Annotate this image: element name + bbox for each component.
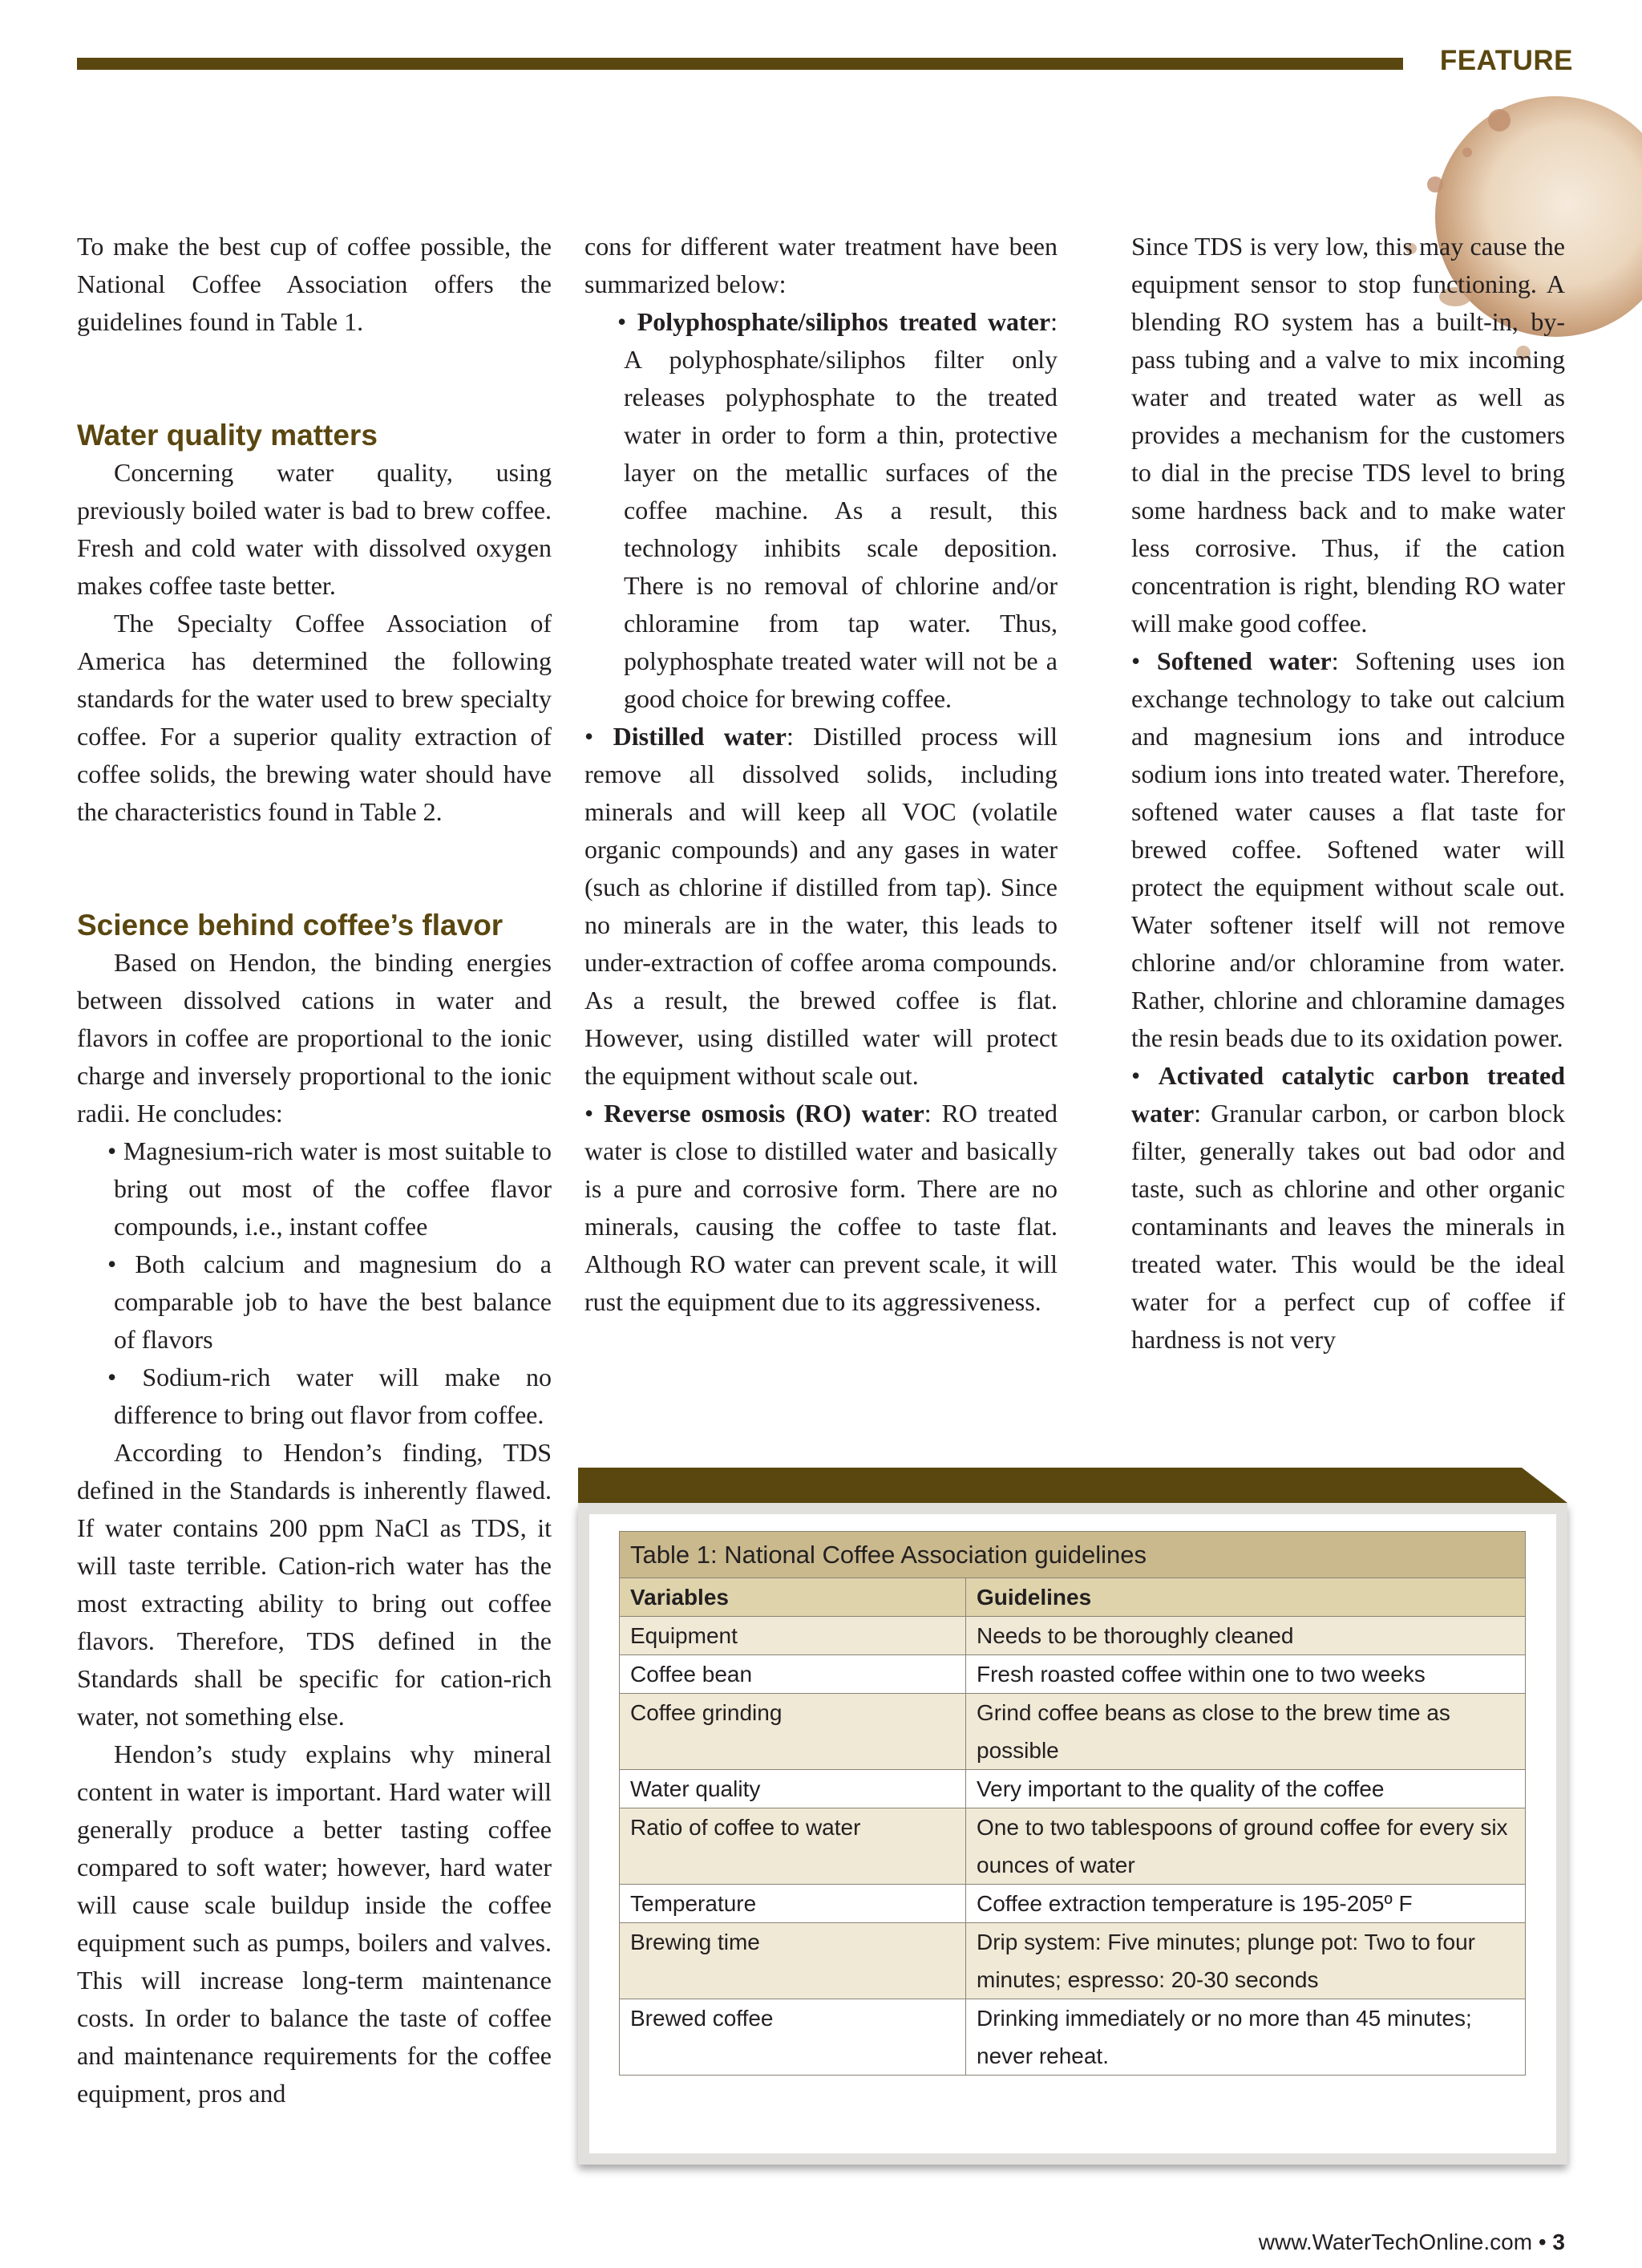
bullet-item: • Both calcium and magnesium do a comparable job to have the best balance of flavors bbox=[107, 1249, 552, 1354]
table-caption: Table 1: National Coffee Association guidelines bbox=[620, 1532, 1526, 1578]
section-tag: FEATURE bbox=[1439, 45, 1573, 76]
footer-url[interactable]: www.WaterTechOnline.com bbox=[1258, 2230, 1533, 2254]
paragraph: Since TDS is very low, this may cause the equipment sensor to stop functioning. A blending RO system has a built-in, by-pass tubing and a valve to mix incoming water and treated water as well as provides a mechanism for the customers to dial in the precise TDS level to bring some hardness back and to make water less corrosive. Thus, if the cation concentration is right, blending RO water will make good coffee. bbox=[1131, 232, 1565, 638]
intro-paragraph: To make the best cup of coffee possible, the National Coffee Association offers the guidelines found in Table 1. bbox=[77, 232, 552, 336]
table-cell: Grind coffee beans as close to the brew time as possible bbox=[966, 1694, 1526, 1770]
table-cell: Equipment bbox=[620, 1617, 966, 1655]
paragraph: cons for different water treatment have been summarized below: bbox=[584, 232, 1058, 298]
table-cell: Ratio of coffee to water bbox=[620, 1808, 966, 1885]
description: : Softening uses ion exchange technology to take out calcium and magnesium ions and introduce sodium ions into treated water. Therefore, softened water causes a flat taste for brewed coffee. Softened water will protect the equipment without scale out. Water softener itself will not remove chlorine and/or chloramine from water. Rather, chlorine and chloramine damages the resin beads due to its oxidation power. bbox=[1131, 646, 1566, 1052]
table-row bbox=[620, 1655, 1526, 1694]
paragraph: The Specialty Coffee Association of America has determined the following standards for the water used to brew specialty coffee. For a superior quality extraction of coffee solids, the brewing water should have the characteristics found in Table 2. bbox=[77, 609, 552, 826]
treatment-polyphosphate: • Polyphosphate/siliphos treated water: A polyphosphate/siliphos filter only releases polyphosphate to the treated water in order to form a thin, protective layer on the metallic surfaces of the coffee machine. As a result, this technology inhibits scale deposition. There is no removal of chlorine and/or chloramine from tap water. Thus, polyphosphate treated water will not be a good choice for brewing coffee. bbox=[617, 307, 1058, 713]
table-cell: Fresh roasted coffee within one to two weeks bbox=[966, 1655, 1526, 1694]
term: Activated catalytic carbon treated water bbox=[1131, 1061, 1566, 1128]
guidelines-table bbox=[619, 1531, 1526, 2076]
column-1 bbox=[77, 228, 552, 2112]
table-cell: Needs to be thoroughly cleaned bbox=[966, 1617, 1526, 1655]
paragraph: Concerning water quality, using previously boiled water is bad to brew coffee. Fresh and cold water with dissolved oxygen makes coffee taste better. bbox=[77, 458, 552, 600]
column-header: Variables bbox=[620, 1578, 966, 1617]
term: Softened water bbox=[1156, 646, 1332, 675]
page-number: 3 bbox=[1552, 2230, 1565, 2254]
table-cell: Very important to the quality of the coffee bbox=[966, 1770, 1526, 1808]
footer-separator: • bbox=[1538, 2230, 1547, 2254]
description: : Distilled process will remove all dissolved solids, including minerals and will keep all VOC (volatile organic compounds) and any gases in water (such as chlorine if distilled from tap). Since no minerals are in the water, this leads to under-extraction of coffee aroma compounds. As a result, the brewed coffee is flat. However, using distilled water will protect the equipment without scale out. bbox=[584, 722, 1058, 1090]
table-row bbox=[620, 1617, 1526, 1655]
table-cell: Coffee bean bbox=[620, 1655, 966, 1694]
description: : RO treated water is close to distilled water and basically is a pure and corrosive form. There are no minerals, causing the coffee to taste flat. Although RO water can prevent scale, it will rust the equipment due to its aggressiveness. bbox=[584, 1099, 1058, 1316]
column-3 bbox=[1131, 228, 1565, 1359]
table-cell: One to two tablespoons of ground coffee for every six ounces of water bbox=[966, 1808, 1526, 1885]
table-cell: Water quality bbox=[620, 1770, 966, 1808]
table-row bbox=[620, 1770, 1526, 1808]
table-row bbox=[620, 1694, 1526, 1770]
term: Reverse osmosis (RO) water bbox=[604, 1099, 924, 1128]
table-cell: Brewing time bbox=[620, 1923, 966, 1999]
paragraph: Hendon’s study explains why mineral content in water is important. Hard water will generally produce a better tasting coffee compared to soft water; however, hard water will cause scale buildup inside the coffee equipment such as pumps, boilers and valves. This will increase long-term maintenance costs. In order to balance the taste of coffee and maintenance requirements for the coffee equipment, pros and bbox=[77, 1739, 552, 2108]
heading-water-quality: Water quality matters bbox=[77, 419, 378, 452]
table-row bbox=[620, 1999, 1526, 2076]
paragraph: According to Hendon’s finding, TDS defined in the Standards is inherently flawed. If water contains 200 ppm NaCl as TDS, it will taste terrible. Cation-rich water has the most extracting ability to bring out coffee flavors. Therefore, TDS defined in the Standards shall be specific for cation-rich water, not something else. bbox=[77, 1438, 552, 1731]
column-2 bbox=[584, 228, 1058, 1321]
table-cell: Drip system: Five minutes; plunge pot: Two to four minutes; espresso: 20-30 seconds bbox=[966, 1923, 1526, 1999]
table-row bbox=[620, 1885, 1526, 1923]
table-cell: Drinking immediately or no more than 45 minutes; never reheat. bbox=[966, 1999, 1526, 2076]
treatment-softened: • Softened water: Softening uses ion exchange technology to take out calcium and magnesium ions and introduce sodium ions into treated water. Therefore, softened water causes a flat taste for brewed coffee. Softened water will protect the equipment without scale out. Water softener itself will not remove chlorine and/or chloramine from water. Rather, chlorine and chloramine damages the resin beads due to its oxidation power. bbox=[1131, 646, 1566, 1052]
paragraph: Based on Hendon, the binding energies between dissolved cations in water and flavors in coffee are proportional to the ionic charge and inversely proportional to the ionic radii. He concludes: bbox=[77, 948, 552, 1128]
description: : A polyphosphate/siliphos filter only releases polyphosphate to the treated water in order to form a thin, protective layer on the metallic surfaces of the coffee machine. As a result, this technology inhibits scale deposition. There is no removal of chlorine and/or chloramine from tap water. Thus, polyphosphate treated water will not be a good choice for brewing coffee. bbox=[624, 307, 1058, 713]
top-rule bbox=[77, 58, 1403, 70]
table-cell: Coffee grinding bbox=[620, 1694, 966, 1770]
treatment-reverse-osmosis: • Reverse osmosis (RO) water: RO treated water is close to distilled water and basically is a pure and corrosive form. There are no minerals, causing the coffee to taste flat. Although RO water can prevent scale, it will rust the equipment due to its aggressiveness. bbox=[584, 1099, 1058, 1316]
table-panel-tab bbox=[578, 1468, 1567, 1503]
table-row bbox=[620, 1808, 1526, 1885]
term: Polyphosphate/siliphos treated water bbox=[637, 307, 1051, 336]
page-footer bbox=[1122, 2230, 1565, 2255]
table-row bbox=[620, 1923, 1526, 1999]
treatment-activated-carbon: • Activated catalytic carbon treated water: Granular carbon, or carbon block filter, generally takes out bad odor and taste, such as chlorine and other organic contaminants and leaves the minerals in treated water. This would be the ideal water for a perfect cup of coffee if hardness is not very bbox=[1131, 1061, 1566, 1354]
table-cell: Coffee extraction temperature is 195-205º F bbox=[966, 1885, 1526, 1923]
table-cell: Temperature bbox=[620, 1885, 966, 1923]
bullet-item: • Sodium-rich water will make no difference to bring out flavor from coffee. bbox=[107, 1363, 552, 1429]
treatment-distilled: • Distilled water: Distilled process will remove all dissolved solids, including minerals and will keep all VOC (volatile organic compounds) and any gases in water (such as chlorine if distilled from tap). Since no minerals are in the water, this leads to under-extraction of coffee aroma compounds. As a result, the brewed coffee is flat. However, using distilled water will protect the equipment without scale out. bbox=[584, 722, 1058, 1090]
table-cell: Brewed coffee bbox=[620, 1999, 966, 2076]
description: : Granular carbon, or carbon block filter, generally takes out bad odor and taste, such as chlorine and other organic contaminants and leaves the minerals in treated water. This would be the ideal water for a perfect cup of coffee if hardness is not very bbox=[1131, 1099, 1565, 1354]
heading-science: Science behind coffee’s flavor bbox=[77, 909, 504, 942]
column-header: Guidelines bbox=[966, 1578, 1526, 1617]
term: Distilled water bbox=[613, 722, 787, 751]
bullet-item: • Magnesium-rich water is most suitable to bring out most of the coffee flavor compounds, i.e., instant coffee bbox=[107, 1136, 552, 1241]
